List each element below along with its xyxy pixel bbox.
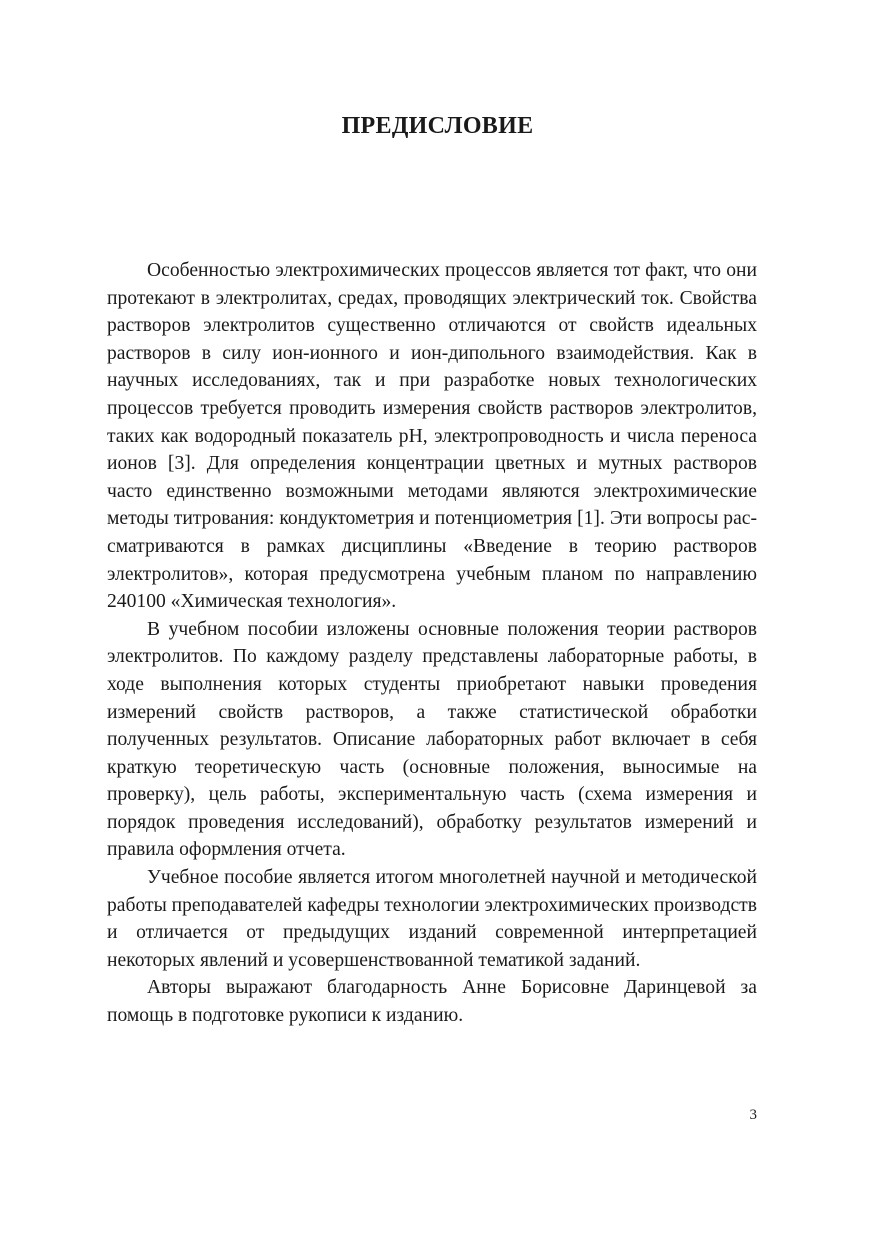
paragraph-4: Авторы выражают благодарность Анне Борисовне Даринцевой за помощь в подготовке рукописи к изданию. — [107, 977, 757, 1027]
paragraph-3: Учебное пособие является итогом многолетней научной и методической работы преподавателей кафедры технологии электрохимических производств и отличается от предыдущих изданий современной интерпретацией некоторых явлений и усовершенствованной тематикой заданий. — [107, 867, 757, 971]
page-number: 3 — [749, 1107, 757, 1123]
paragraph-2: В учебном пособии изложены основные положения теории растворов электролитов. По каждому разделу представлены лабораторные работы, в ходе выполнения которых студенты приобретают навыки проведения измерений свойств растворов, а также статистической обработки полученных результатов. Описание лабораторных работ включает в себя краткую теоретическую часть (основные положения, выносимые на проверку), цель работы, экспериментальную часть (схема измерения и порядок проведения исследований), обработку результатов измерений и правила оформления отчета. — [107, 618, 757, 861]
body-text — [107, 257, 757, 1030]
page-title: ПРЕДИСЛОВИЕ — [341, 113, 534, 139]
paragraph-1: Особенностью электрохимических процессов является тот факт, что они протекают в электролитах, средах, проводящих электрический ток. Свойства растворов электролитов существенно отличаются от свойств идеальных растворов в силу ион-ионного и ион-дипольного взаимодействия. Как в научных исследованиях, так и при разработке новых технологических процессов требуется проводить измерения свойств растворов электролитов, таких как водородный показатель pH, электропроводность и числа переноса ионов [3]. Для определения концентрации цветных и мутных растворов часто единственно возможными методами являются электрохимические методы титрования: кондуктометрия и потенциометрия [1]. Эти вопросы рассматриваются в рамках дисциплины «Введение в теорию растворов электролитов», которая предусмотрена учебным планом по направлению 240100 «Химическая технология». — [107, 260, 757, 613]
